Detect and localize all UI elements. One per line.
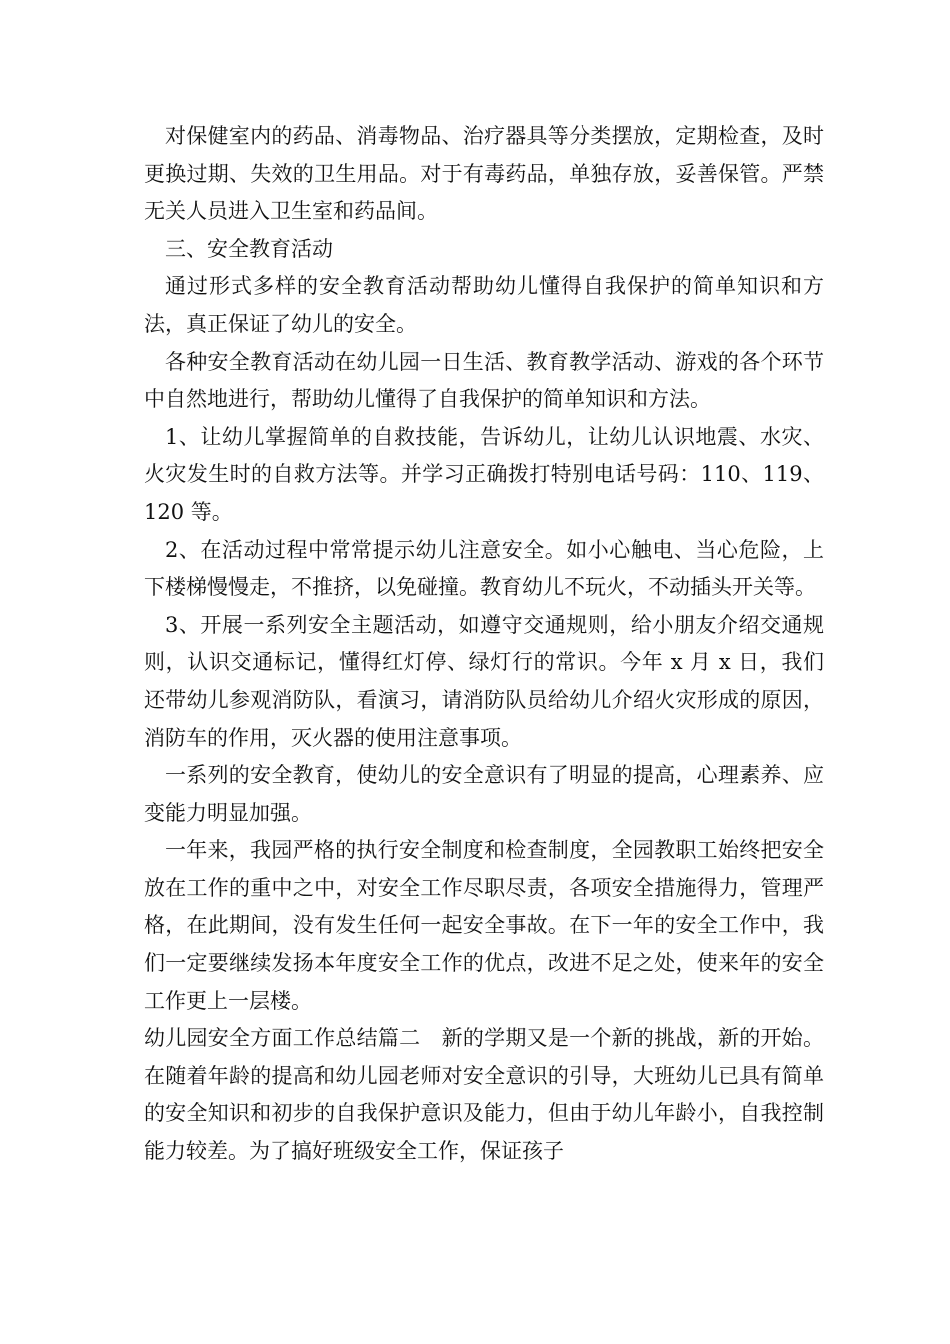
paragraph-part-two-intro: 幼儿园安全方面工作总结篇二 新的学期又是一个新的挑战，新的开始。在随着年龄的提高和幼儿园老师对安全意识的引导，大班幼儿已具有简单的安全知识和初步的自我保护意识及能力，但由于幼儿年龄小，自我控制能力较差。为了搞好班级安全工作，保证孩子 [144, 1026, 824, 1164]
paragraph-item-3: 3、开展一系列安全主题活动，如遵守交通规则，给小朋友介绍交通规则，认识交通标记，懂得红灯停、绿灯行的常识。今年 x 月 x 日，我们还带幼儿参观消防队，看演习，请消防队员给幼儿介绍火灾形成的原因，消防车的作用，灭火器的使用注意事项。 [144, 612, 824, 750]
paragraph-daily-activities: 各种安全教育活动在幼儿园一日生活、教育教学活动、游戏的各个环节中自然地进行，帮助幼儿懂得了自我保护的简单知识和方法。 [144, 349, 824, 412]
document-body [144, 118, 824, 1171]
paragraph-health-room: 对保健室内的药品、消毒物品、治疗器具等分类摆放，定期检查，及时更换过期、失效的卫生用品。对于有毒药品，单独存放，妥善保管。严禁无关人员进入卫生室和药品间。 [144, 124, 824, 224]
paragraph-item-1: 1、让幼儿掌握简单的自救技能，告诉幼儿，让幼儿认识地震、水灾、火灾发生时的自救方法等。并学习正确拨打特别电话号码：110、119、120 等。 [144, 424, 824, 524]
paragraph-item-2: 2、在活动过程中常常提示幼儿注意安全。如小心触电、当心危险，上下楼梯慢慢走，不推挤，以免碰撞。教育幼儿不玩火，不动插头开关等。 [144, 537, 824, 600]
paragraph-year-summary: 一年来，我园严格的执行安全制度和检查制度，全园教职工始终把安全放在工作的重中之中，对安全工作尽职尽责，各项安全措施得力，管理严格，在此期间，没有发生任何一起安全事故。在下一年的安全工作中，我们一定要继续发扬本年度安全工作的优点，改进不足之处，使来年的安全工作更上一层楼。 [144, 838, 824, 1013]
section-heading-safety-education: 三、安全教育活动 [165, 236, 333, 261]
paragraph-safety-awareness: 一系列的安全教育，使幼儿的安全意识有了明显的提高，心理素养、应变能力明显加强。 [144, 763, 824, 825]
paragraph-safety-activities-intro: 通过形式多样的安全教育活动帮助幼儿懂得自我保护的简单知识和方法，真正保证了幼儿的安全。 [144, 274, 824, 336]
